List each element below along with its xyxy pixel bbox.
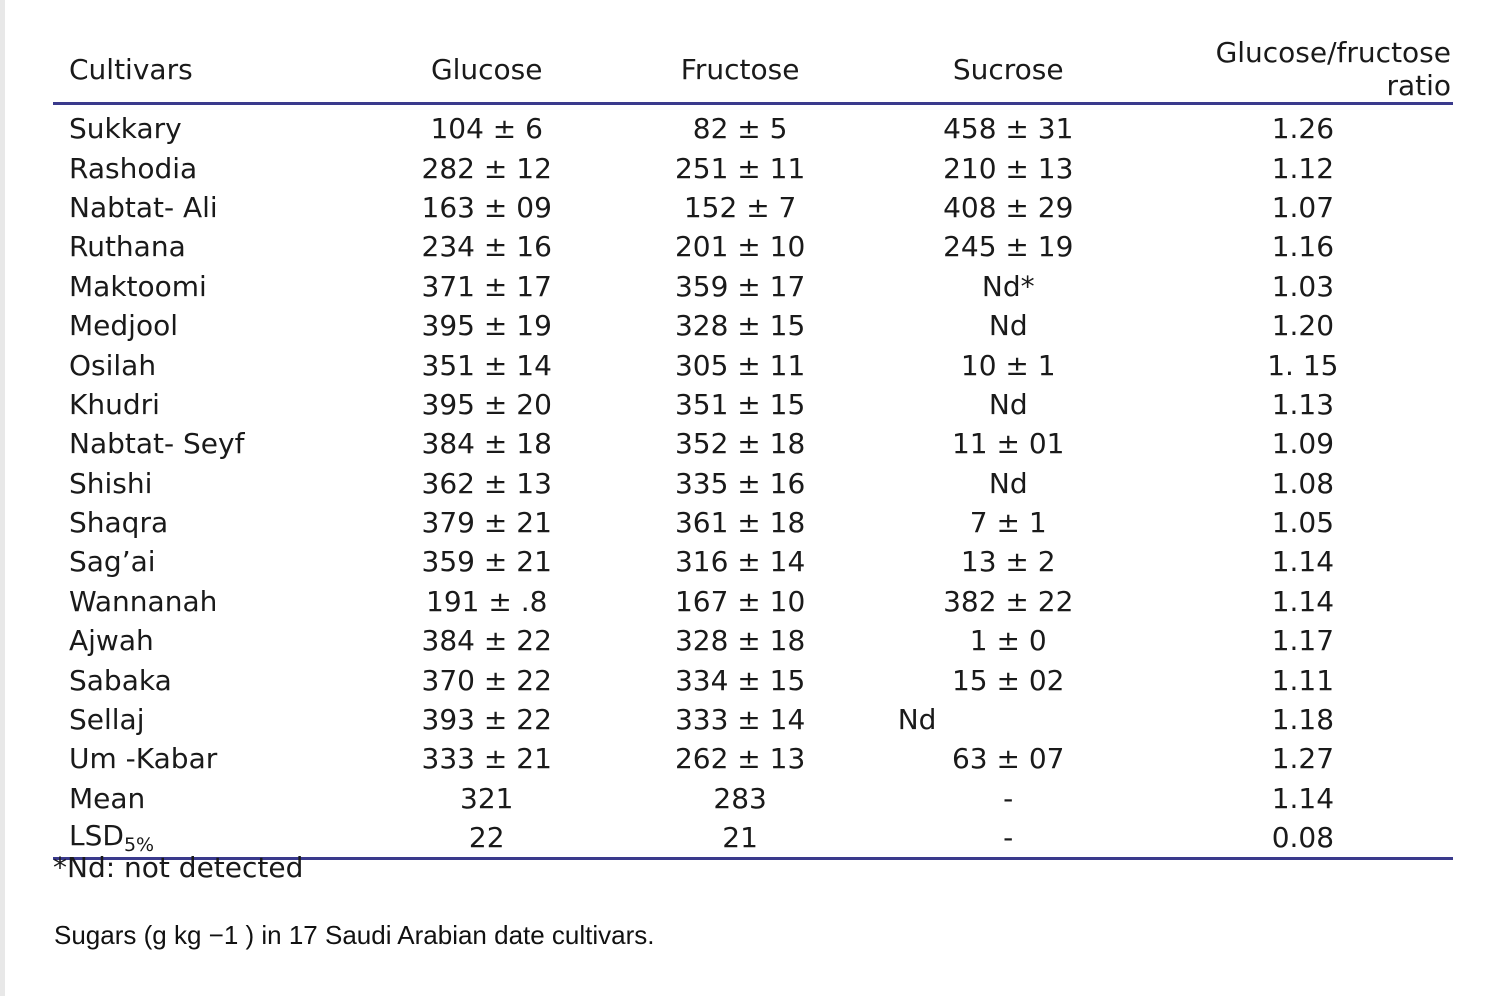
table-row bbox=[53, 104, 1453, 149]
header-sucrose: Sucrose bbox=[868, 36, 1149, 104]
cell-sucrose: 210 ± 13 bbox=[943, 151, 1074, 185]
cell-cultivar: Nabtat- Seyf bbox=[69, 427, 245, 461]
cell-ratio: 1.12 bbox=[1271, 151, 1335, 185]
cell-glucose: 384 ± 22 bbox=[421, 624, 552, 658]
cell-fructose: 201 ± 10 bbox=[674, 230, 806, 264]
cell-fructose: 152 ± 7 bbox=[683, 190, 797, 224]
cell-sucrose: Nd bbox=[988, 309, 1028, 343]
cell-glucose: 104 ± 6 bbox=[430, 112, 543, 146]
cell-sucrose: 7 ± 1 bbox=[969, 506, 1047, 540]
cell-glucose: 191 ± .8 bbox=[426, 584, 548, 618]
cell-glucose: 384 ± 18 bbox=[421, 427, 552, 461]
cell-glucose: 395 ± 20 bbox=[421, 387, 552, 421]
cell-mean-ratio: 1.14 bbox=[1271, 781, 1335, 815]
cell-ratio: 1.03 bbox=[1271, 269, 1335, 303]
cell-glucose: 362 ± 13 bbox=[421, 466, 552, 500]
cell-fructose: 352 ± 18 bbox=[674, 427, 806, 461]
cell-sucrose: Nd bbox=[988, 387, 1028, 421]
cell-cultivar: Ajwah bbox=[69, 624, 154, 658]
cell-ratio: 1.09 bbox=[1271, 427, 1335, 461]
cell-cultivar: Shishi bbox=[69, 466, 153, 500]
cell-glucose: 234 ± 16 bbox=[421, 230, 552, 264]
cell-sucrose: Nd bbox=[897, 703, 937, 737]
cell-mean-sucrose: - bbox=[1003, 781, 1014, 815]
cell-mean-label: Mean bbox=[69, 781, 146, 815]
header-fructose: Fructose bbox=[613, 36, 868, 104]
cell-ratio: 1.18 bbox=[1271, 703, 1335, 737]
cell-sucrose: 1 ± 0 bbox=[969, 624, 1047, 658]
cell-sucrose: 63 ± 07 bbox=[951, 742, 1065, 776]
header-cultivars: Cultivars bbox=[53, 36, 361, 104]
cell-fructose: 351 ± 15 bbox=[674, 387, 806, 421]
cell-glucose: 393 ± 22 bbox=[421, 703, 552, 737]
cell-cultivar: Khudri bbox=[69, 387, 160, 421]
header-row bbox=[53, 36, 1453, 104]
table-row bbox=[53, 188, 1453, 227]
table-row bbox=[53, 345, 1453, 384]
table-row bbox=[53, 227, 1453, 266]
cell-fructose: 305 ± 11 bbox=[674, 348, 806, 382]
cell-ratio: 1.27 bbox=[1271, 742, 1335, 776]
cell-fructose: 167 ± 10 bbox=[674, 584, 806, 618]
cell-fructose: 334 ± 15 bbox=[674, 663, 806, 697]
cell-lsd-ratio: 0.08 bbox=[1149, 818, 1453, 859]
table-caption: Sugars (g kg −1 ) in 17 Saudi Arabian date cultivars. bbox=[54, 920, 655, 950]
cell-glucose: 370 ± 22 bbox=[421, 663, 552, 697]
cell-cultivar: Shaqra bbox=[69, 506, 169, 540]
lsd-subscript: 5% bbox=[123, 834, 155, 857]
cell-sucrose: Nd* bbox=[981, 269, 1035, 303]
table-row bbox=[53, 621, 1453, 660]
cell-lsd-sucrose: - bbox=[868, 818, 1149, 859]
cell-glucose: 379 ± 21 bbox=[421, 506, 552, 540]
cell-glucose: 163 ± 09 bbox=[421, 190, 552, 224]
cell-cultivar: Sellaj bbox=[69, 703, 145, 737]
table-row bbox=[53, 542, 1453, 581]
table-row bbox=[53, 148, 1453, 187]
cell-cultivar: Rashodia bbox=[69, 151, 198, 185]
cell-sucrose: 245 ± 19 bbox=[943, 230, 1074, 264]
cell-fructose: 328 ± 15 bbox=[674, 309, 806, 343]
cell-sucrose: 382 ± 22 bbox=[943, 584, 1074, 618]
cell-sucrose: 458 ± 31 bbox=[943, 112, 1074, 146]
cell-fructose: 82 ± 5 bbox=[692, 112, 788, 146]
cell-cultivar: Sag’ai bbox=[69, 545, 156, 579]
cell-cultivar: Sukkary bbox=[69, 112, 182, 146]
table-row bbox=[53, 267, 1453, 306]
cell-ratio: 1.07 bbox=[1271, 190, 1335, 224]
header-ratio: Glucose/fructose ratio bbox=[1149, 36, 1453, 104]
cell-sucrose: 13 ± 2 bbox=[960, 545, 1056, 579]
cell-cultivar: Medjool bbox=[69, 309, 178, 343]
mean-row bbox=[53, 779, 1453, 818]
table-footnote: *Nd: not detected bbox=[53, 851, 304, 884]
table-body bbox=[53, 104, 1453, 859]
cell-fructose: 316 ± 14 bbox=[674, 545, 806, 579]
table-row bbox=[53, 503, 1453, 542]
cell-fructose: 335 ± 16 bbox=[674, 466, 806, 500]
left-border bbox=[0, 0, 5, 996]
cell-ratio: 1. 15 bbox=[1267, 348, 1339, 382]
cell-sucrose: 10 ± 1 bbox=[960, 348, 1056, 382]
cell-cultivar: Nabtat- Ali bbox=[69, 190, 218, 224]
cell-glucose: 359 ± 21 bbox=[421, 545, 552, 579]
cell-mean-fructose: 283 bbox=[713, 781, 767, 815]
table-row bbox=[53, 424, 1453, 463]
cell-ratio: 1.05 bbox=[1271, 506, 1335, 540]
cell-ratio: 1.11 bbox=[1271, 663, 1335, 697]
cell-ratio: 1.26 bbox=[1271, 112, 1335, 146]
cell-cultivar: Wannanah bbox=[69, 584, 218, 618]
cell-cultivar: Osilah bbox=[69, 348, 157, 382]
table-row bbox=[53, 464, 1453, 503]
sugars-table bbox=[53, 36, 1453, 860]
cell-fructose: 251 ± 11 bbox=[674, 151, 806, 185]
cell-ratio: 1.14 bbox=[1271, 545, 1335, 579]
cell-cultivar: Sabaka bbox=[69, 663, 172, 697]
table-row bbox=[53, 582, 1453, 621]
table-row bbox=[53, 306, 1453, 345]
cell-glucose: 333 ± 21 bbox=[421, 742, 552, 776]
cell-glucose: 395 ± 19 bbox=[421, 309, 552, 343]
cell-ratio: 1.20 bbox=[1271, 309, 1335, 343]
cell-fructose: 262 ± 13 bbox=[674, 742, 806, 776]
cell-ratio: 1.17 bbox=[1271, 624, 1335, 658]
cell-sucrose: 15 ± 02 bbox=[951, 663, 1065, 697]
cell-glucose: 371 ± 17 bbox=[421, 269, 552, 303]
header-glucose: Glucose bbox=[361, 36, 613, 104]
cell-fructose: 361 ± 18 bbox=[674, 506, 806, 540]
cell-fructose: 359 ± 17 bbox=[674, 269, 806, 303]
cell-cultivar: Um -Kabar bbox=[69, 742, 218, 776]
cell-fructose: 333 ± 14 bbox=[674, 703, 806, 737]
cell-lsd-fructose: 21 bbox=[613, 818, 868, 859]
table-container bbox=[53, 36, 1453, 860]
table-row bbox=[53, 660, 1453, 699]
cell-sucrose: Nd bbox=[988, 466, 1028, 500]
cell-glucose: 282 ± 12 bbox=[421, 151, 552, 185]
cell-sucrose: 11 ± 01 bbox=[951, 427, 1065, 461]
table-row bbox=[53, 385, 1453, 424]
cell-sucrose: 408 ± 29 bbox=[943, 190, 1074, 224]
cell-ratio: 1.16 bbox=[1271, 230, 1335, 264]
cell-mean-glucose: 321 bbox=[460, 781, 514, 815]
cell-glucose: 351 ± 14 bbox=[421, 348, 552, 382]
cell-lsd-glucose: 22 bbox=[361, 818, 613, 859]
cell-ratio: 1.13 bbox=[1271, 387, 1335, 421]
cell-cultivar: Maktoomi bbox=[69, 269, 207, 303]
cell-ratio: 1.14 bbox=[1271, 584, 1335, 618]
table-row bbox=[53, 700, 1453, 739]
cell-ratio: 1.08 bbox=[1271, 466, 1335, 500]
cell-cultivar: Ruthana bbox=[69, 230, 186, 264]
cell-fructose: 328 ± 18 bbox=[674, 624, 806, 658]
lsd-label-text: LSD bbox=[69, 819, 124, 853]
table-row bbox=[53, 739, 1453, 778]
